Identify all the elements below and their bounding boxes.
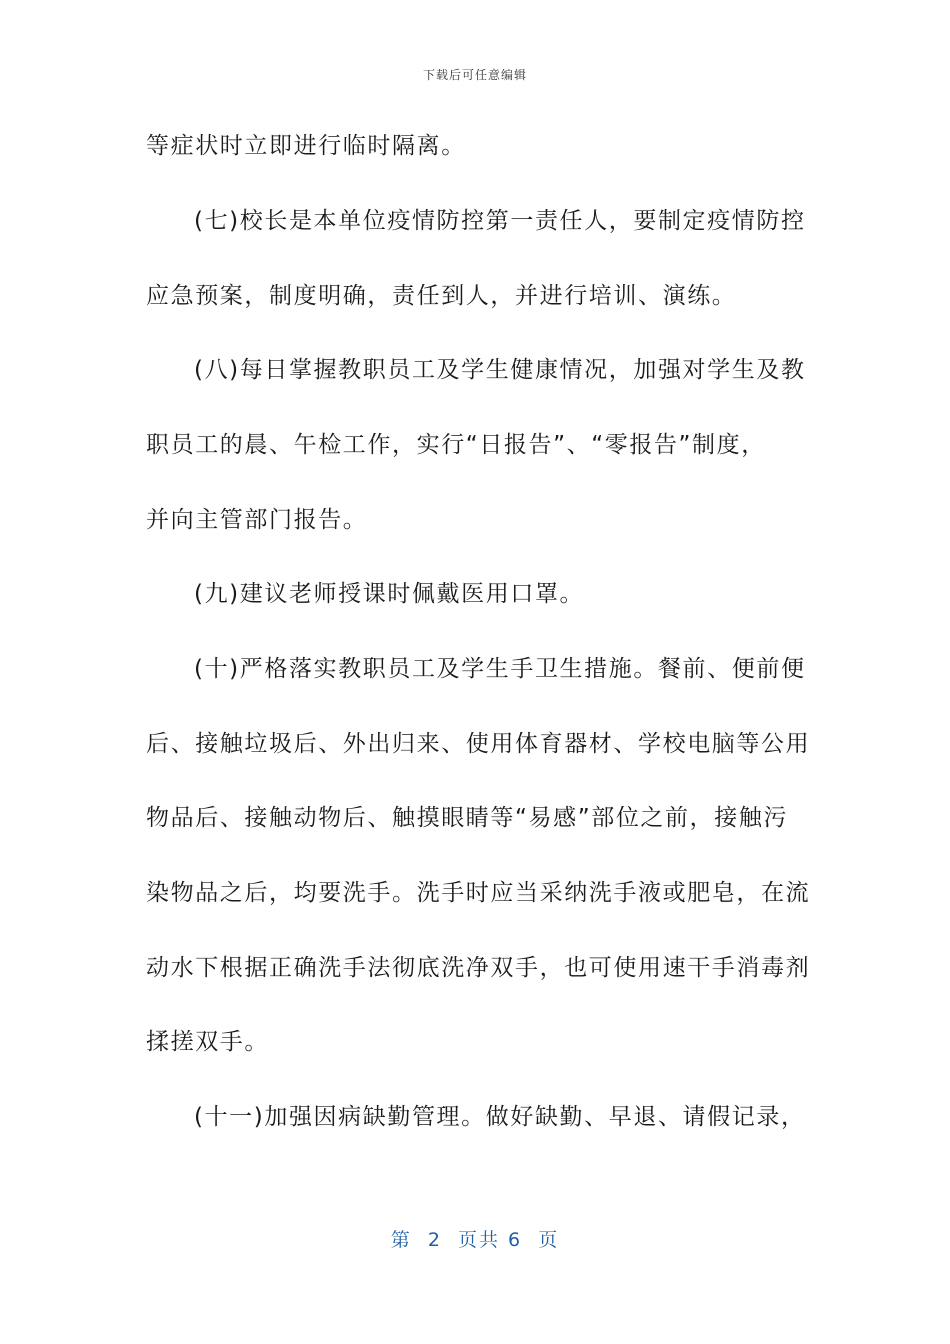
body-line: 并向主管部门报告。 bbox=[146, 507, 368, 533]
body-line: (七)校长是本单位疫情防控第一责任人，要制定疫情防控 bbox=[194, 208, 806, 234]
body-line: 应急预案，制度明确，责任到人，并进行培训、演练。 bbox=[146, 283, 737, 309]
page-number-footer: 第 2 页共 6 页 bbox=[390, 1229, 560, 1251]
body-line: 揉搓双手。 bbox=[146, 1029, 269, 1055]
body-line: 职员工的晨、午检工作，实行“日报告”、“零报告”制度， bbox=[146, 432, 766, 458]
body-line: (十)严格落实教职员工及学生手卫生措施。餐前、便前便 bbox=[194, 656, 806, 682]
body-line: 动水下根据正确洗手法彻底洗净双手，也可使用速干手消毒剂 bbox=[146, 955, 811, 981]
body-line: (八)每日掌握教职员工及学生健康情况，加强对学生及教 bbox=[194, 357, 806, 383]
body-line: 物品后、接触动物后、触摸眼睛等“易感”部位之前，接触污 bbox=[146, 805, 789, 831]
body-line: 等症状时立即进行临时隔离。 bbox=[146, 133, 466, 159]
body-line: 后、接触垃圾后、外出归来、使用体育器材、学校电脑等公用 bbox=[146, 731, 811, 757]
body-line: 染物品之后，均要洗手。洗手时应当采纳洗手液或肥皂，在流 bbox=[146, 880, 811, 906]
page-header-watermark: 下载后可任意编辑 bbox=[422, 68, 527, 82]
body-line: (九)建议老师授课时佩戴医用口罩。 bbox=[194, 581, 585, 607]
body-line: (十一)加强因病缺勤管理。做好缺勤、早退、请假记录， bbox=[194, 1104, 806, 1130]
